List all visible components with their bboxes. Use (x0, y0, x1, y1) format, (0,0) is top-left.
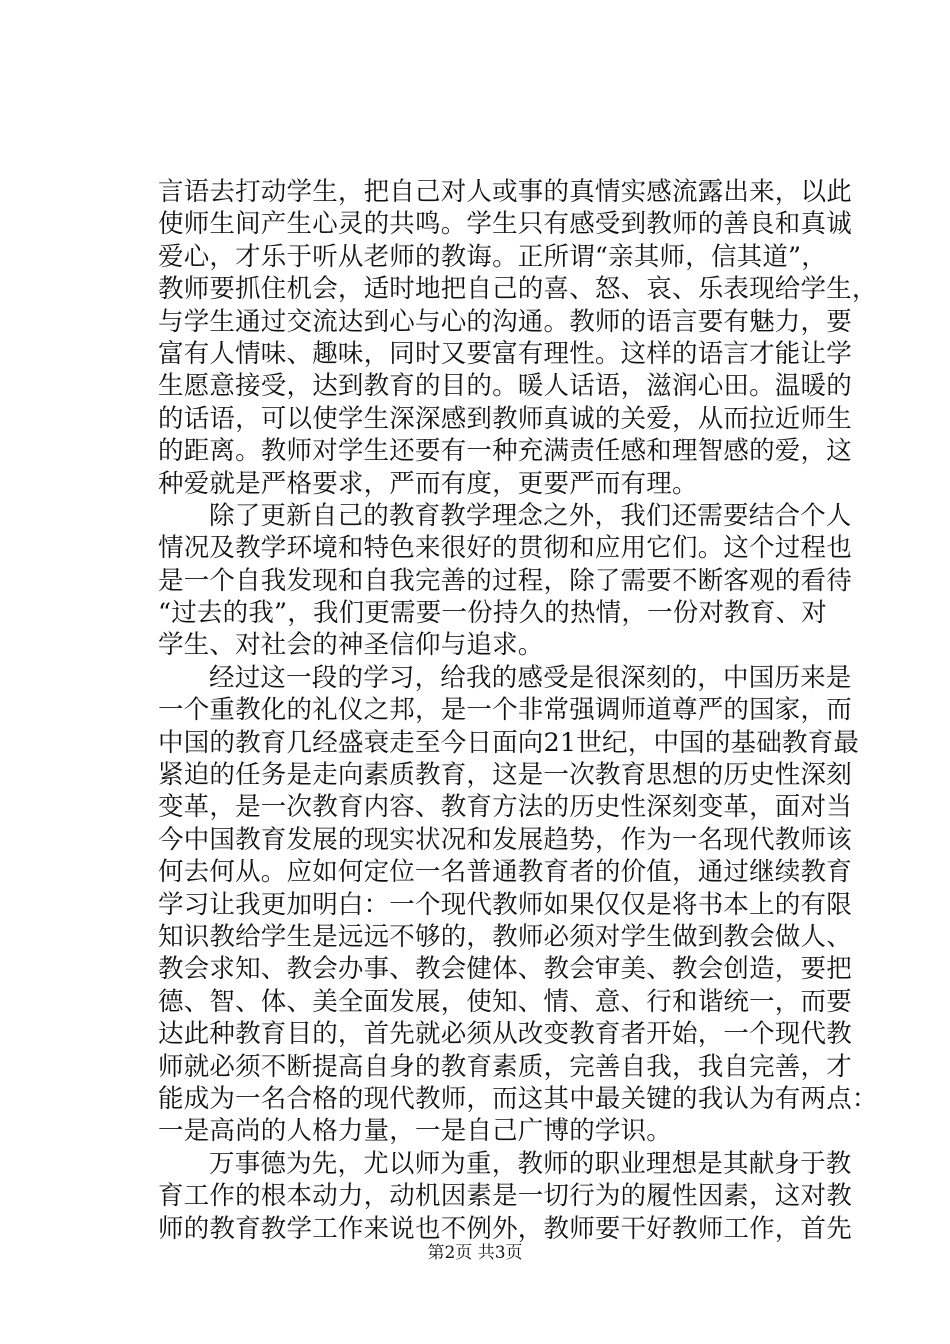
text-line: 富有人情味、趣味，同时又要富有理性。这样的语言才能让学 (158, 338, 852, 369)
text-line: 的距离。教师对学生还要有一种充满责任感和理智感的爱，这 (158, 436, 852, 467)
text-line: 学生、对社会的神圣信仰与追求。 (158, 630, 544, 661)
text-line: 育工作的根本动力，动机因素是一切行为的履性因素，这对教 (158, 1181, 852, 1212)
paragraph (158, 176, 878, 500)
text-line: 紧迫的任务是走向素质教育，这是一次教育思想的历史性深刻 (158, 760, 852, 791)
paragraph (158, 1148, 858, 1245)
text-line: 学习让我更加明白：一个现代教师如果仅仅是将书本上的有限 (158, 889, 852, 920)
page-footer: 第2页 共3页 (427, 1243, 523, 1263)
text-line: 种爱就是严格要求，严而有度，更要严而有理。 (158, 468, 698, 499)
text-line: 今中国教育发展的现实状况和发展趋势，作为一名现代教师该 (158, 824, 852, 855)
document-body (158, 176, 878, 1245)
text-line: 达此种教育目的，首先就必须从改变教育者开始，一个现代教 (158, 1019, 852, 1050)
text-line: 德、智、体、美全面发展，使知、情、意、行和谐统一，而要 (158, 986, 852, 1017)
paragraph (158, 500, 858, 662)
text-line: 的话语，可以使学生深深感到教师真诚的关爱，从而拉近师生 (158, 403, 852, 434)
text-line: 与学生通过交流达到心与心的沟通。教师的语言要有魅力，要 (158, 306, 852, 337)
text-line: 变革，是一次教育内容、教育方法的历史性深刻变革，面对当 (158, 792, 852, 823)
text-line: 言语去打动学生，把自己对人或事的真情实感流露出来，以此 (158, 177, 852, 207)
text-line: 经过这一段的学习，给我的感受是很深刻的，中国历来是 (209, 662, 852, 693)
text-line: 情况及教学环境和特色来很好的贯彻和应用它们。这个过程也 (158, 533, 852, 564)
text-line: 是一个自我发现和自我完善的过程，除了需要不断客观的看待 (158, 565, 852, 596)
text-line: 生愿意接受，达到教育的目的。暖人话语，滋润心田。温暖的 (158, 371, 852, 402)
text-line: 师就必须不断提高自身的教育素质，完善自我，我自完善，才 (158, 1051, 852, 1082)
text-line: “过去的我”，我们更需要一份持久的热情，一份对教育、对 (158, 598, 827, 629)
text-line: 爱心，才乐于听从老师的教诲。正所谓“亲其师，信其道”， (158, 241, 827, 272)
text-line: 除了更新自己的教育教学理念之外，我们还需要结合个人 (209, 500, 852, 531)
text-line: 教会求知、教会办事、教会健体、教会审美、教会创造，要把 (158, 954, 852, 985)
text-line: 中国的教育几经盛衰走至今日面向21世纪，中国的基础教育最 (158, 727, 860, 758)
paragraph (158, 662, 878, 1148)
text-line: 能成为一名合格的现代教师，而这其中最关键的我认为有两点： (158, 1083, 878, 1114)
text-line: 一是高尚的人格力量，一是自己广博的学识。 (158, 1116, 673, 1147)
text-line: 师的教育教学工作来说也不例外，教师要干好教师工作，首先 (158, 1213, 852, 1244)
text-line: 使师生间产生心灵的共鸣。学生只有感受到教师的善良和真诚 (158, 209, 852, 240)
text-line: 知识教给学生是远远不够的，教师必须对学生做到教会做人、 (158, 921, 852, 952)
text-line: 一个重教化的礼仪之邦，是一个非常强调师道尊严的国家，而 (158, 695, 852, 726)
text-line: 万事德为先，尤以师为重，教师的职业理想是其献身于教 (209, 1148, 852, 1179)
text-line: 教师要抓住机会，适时地把自己的喜、怒、哀、乐表现给学生， (158, 274, 878, 305)
text-line: 何去何从。应如何定位一名普通教育者的价值，通过继续教育 (158, 857, 852, 888)
